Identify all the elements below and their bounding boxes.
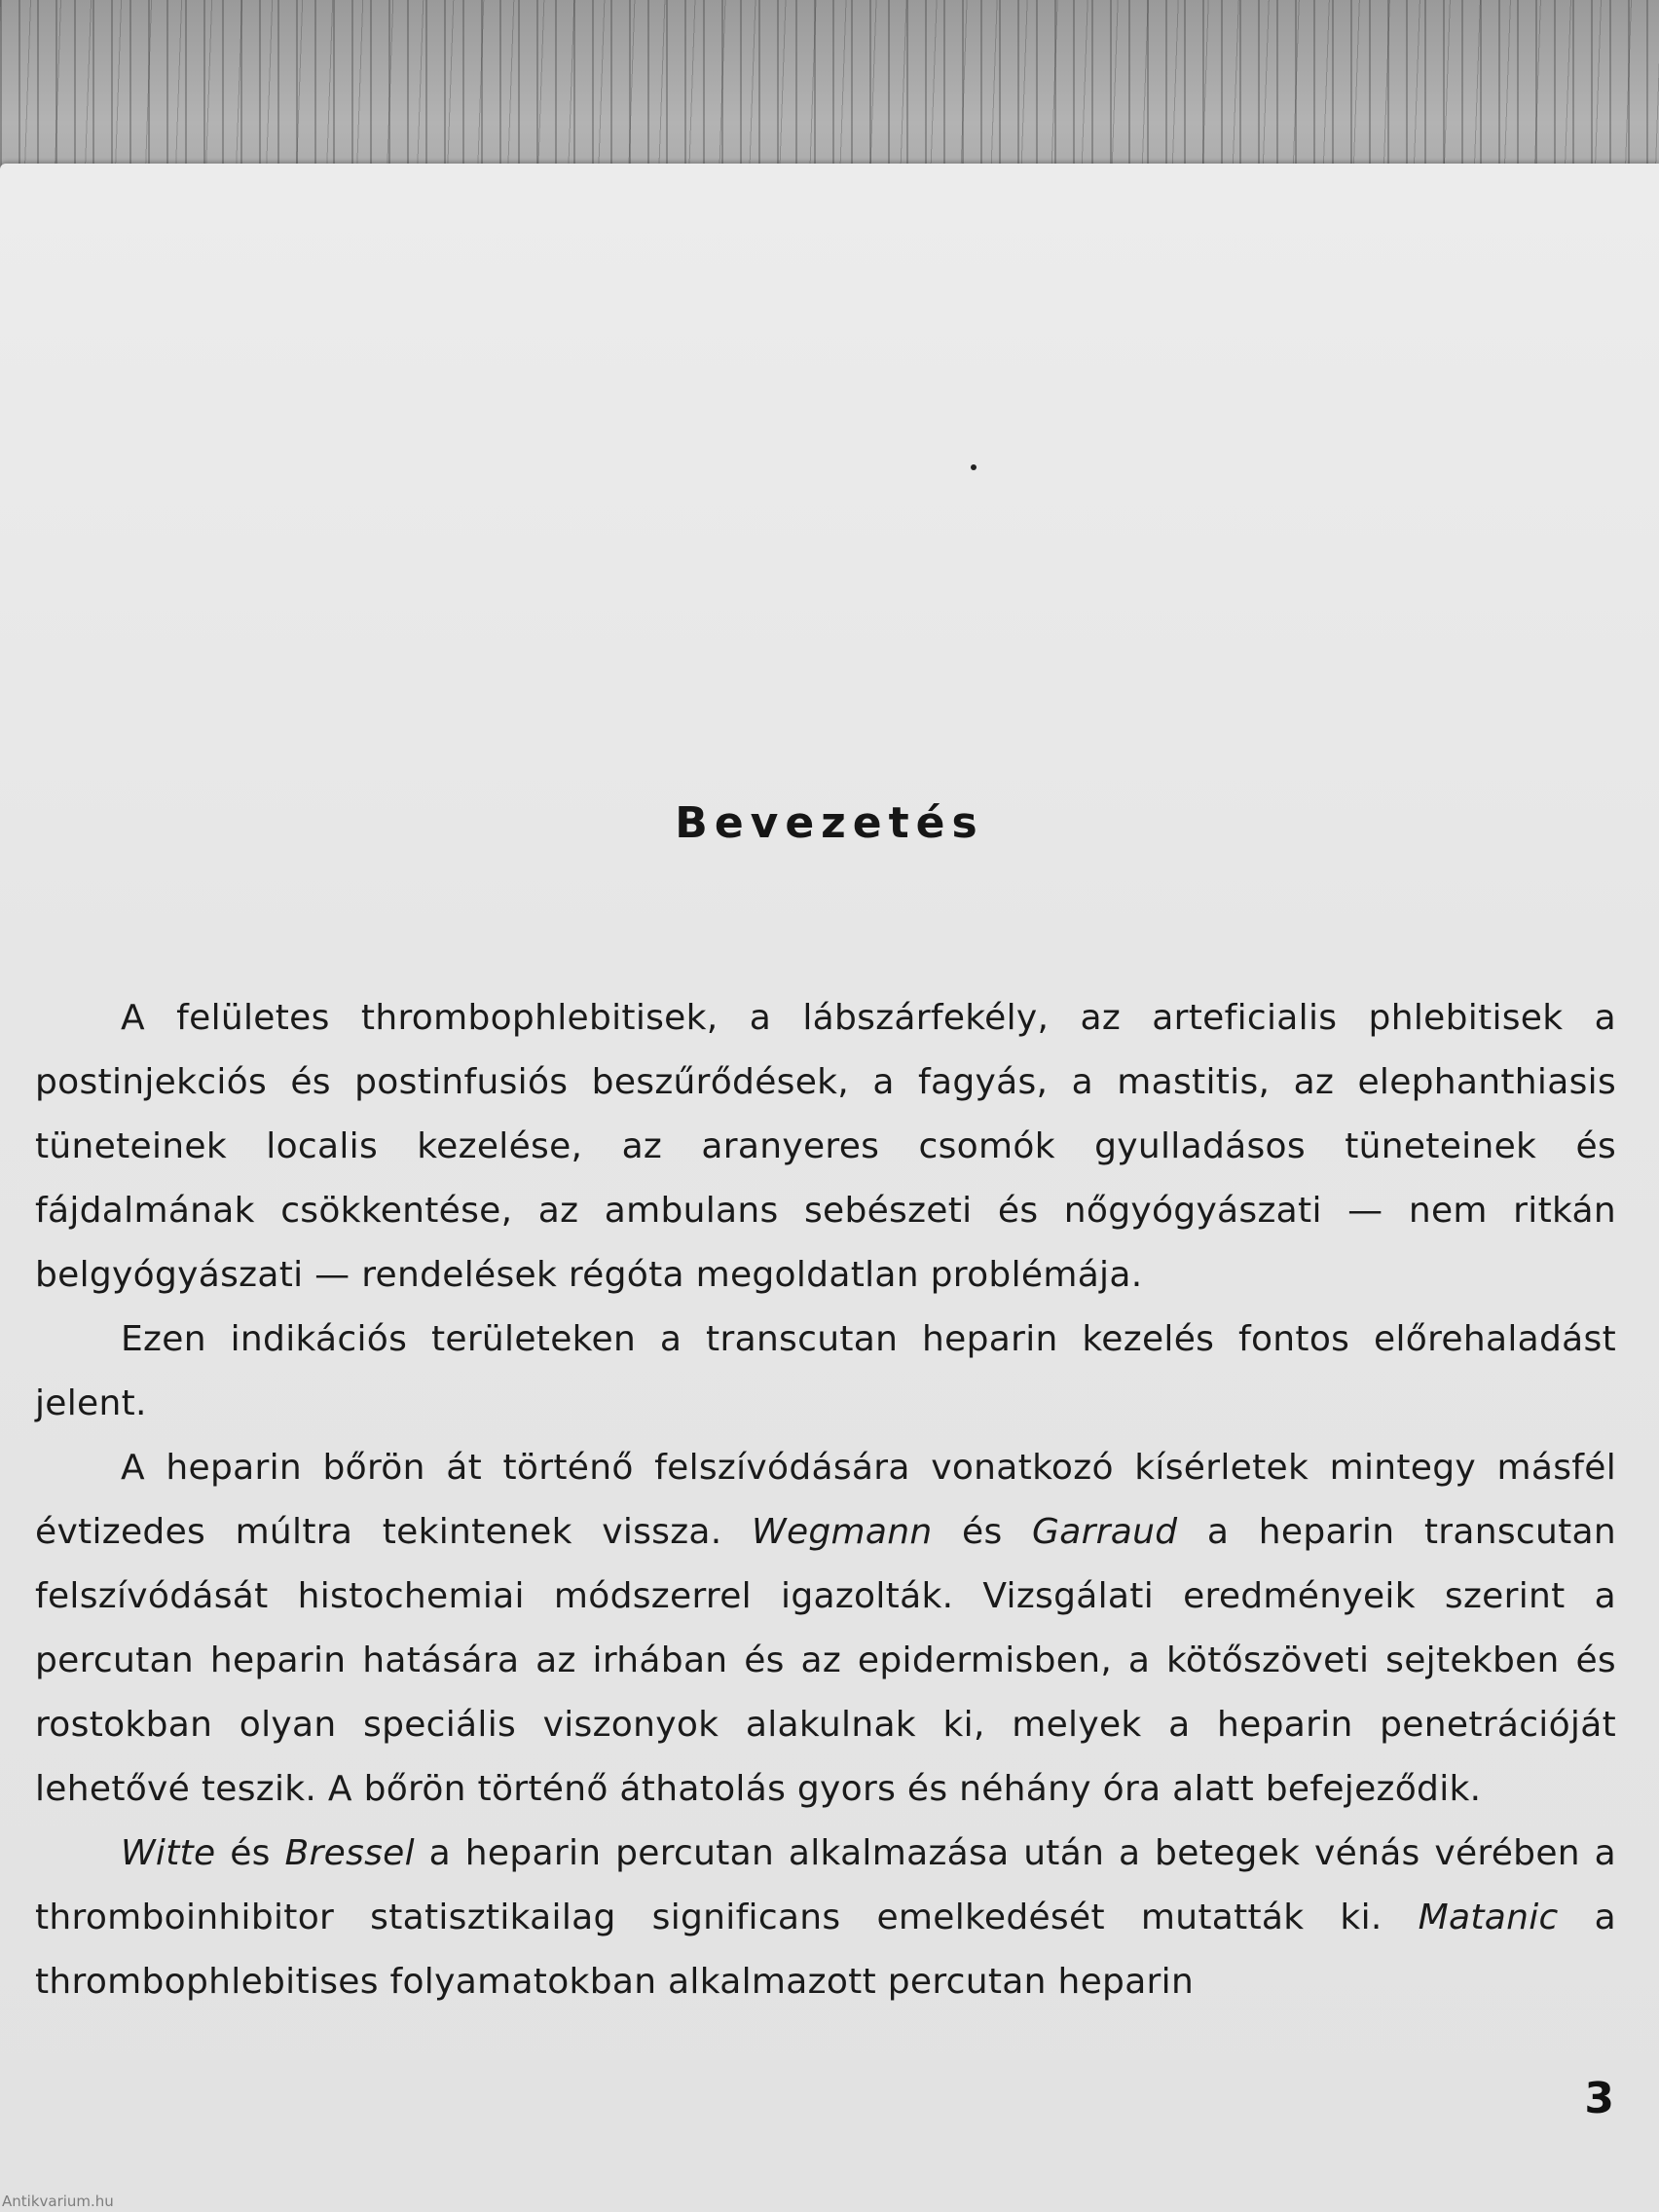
watermark-text: Antikvarium.hu [2, 2193, 114, 2210]
paragraph-text: Ezen indikációs területeken a transcutan heparin kezelés fontos előrehaladást jelent. [35, 1319, 1616, 1423]
author-name: Witte [121, 1833, 216, 1873]
body-text [35, 986, 1616, 2014]
print-speck [971, 464, 977, 470]
paragraph-text: a heparin percutan alkalmazása után a betegek vénás vérében a thromboinhibitor statisztikailag significans emelkedését mutatták ki. [35, 1833, 1616, 1937]
page-number: 3 [1584, 2074, 1614, 2123]
paragraph [35, 1308, 1616, 1436]
chapter-heading: Bevezetés [675, 798, 984, 848]
author-name: Bressel [284, 1833, 415, 1873]
paragraph [35, 1436, 1616, 1822]
author-name: Garraud [1032, 1512, 1178, 1552]
paragraph-text: A felületes thrombophlebitisek, a lábszárfekély, az arteficialis phlebitisek a postinjekciós és postinfusiós beszűrődések, a fagyás, a mastitis, az elephanthiasis tüneteinek localis kezelése, az aranyeres csomók gyulladásos tüneteinek és fájdalmának csökkentése, az ambulans sebészeti és nőgyógyászati — nem ritkán belgyógyászati — rendelések régóta megoldatlan problémája. [35, 998, 1616, 1295]
paragraph-text: és [932, 1512, 1033, 1552]
paragraph-text: és [215, 1833, 285, 1873]
paragraph [35, 986, 1616, 1308]
paragraph-text: A heparin bőrön át történő felszívódására vonatkozó kísérletek mintegy másfél évtizedes múltra tekintenek vissza. [35, 1448, 1616, 1552]
author-name: Wegmann [752, 1512, 933, 1552]
paragraph-text: a heparin transcutan felszívódását histochemiai módszerrel igazolták. Vizsgálati eredményeik szerint a percutan heparin hatására az irhában és az epidermisben, a kötőszöveti sejtekben és rostokban olyan speciális viszonyok alakulnak ki, melyek a heparin penetrációját lehetővé teszik. A bőrön történő áthatolás gyors és néhány óra alatt befejeződik. [35, 1512, 1616, 1809]
paragraph-text: a thrombophlebitises folyamatokban alkalmazott percutan heparin [35, 1898, 1616, 2002]
author-name: Matanic [1418, 1898, 1559, 1937]
paragraph [35, 1822, 1616, 2014]
